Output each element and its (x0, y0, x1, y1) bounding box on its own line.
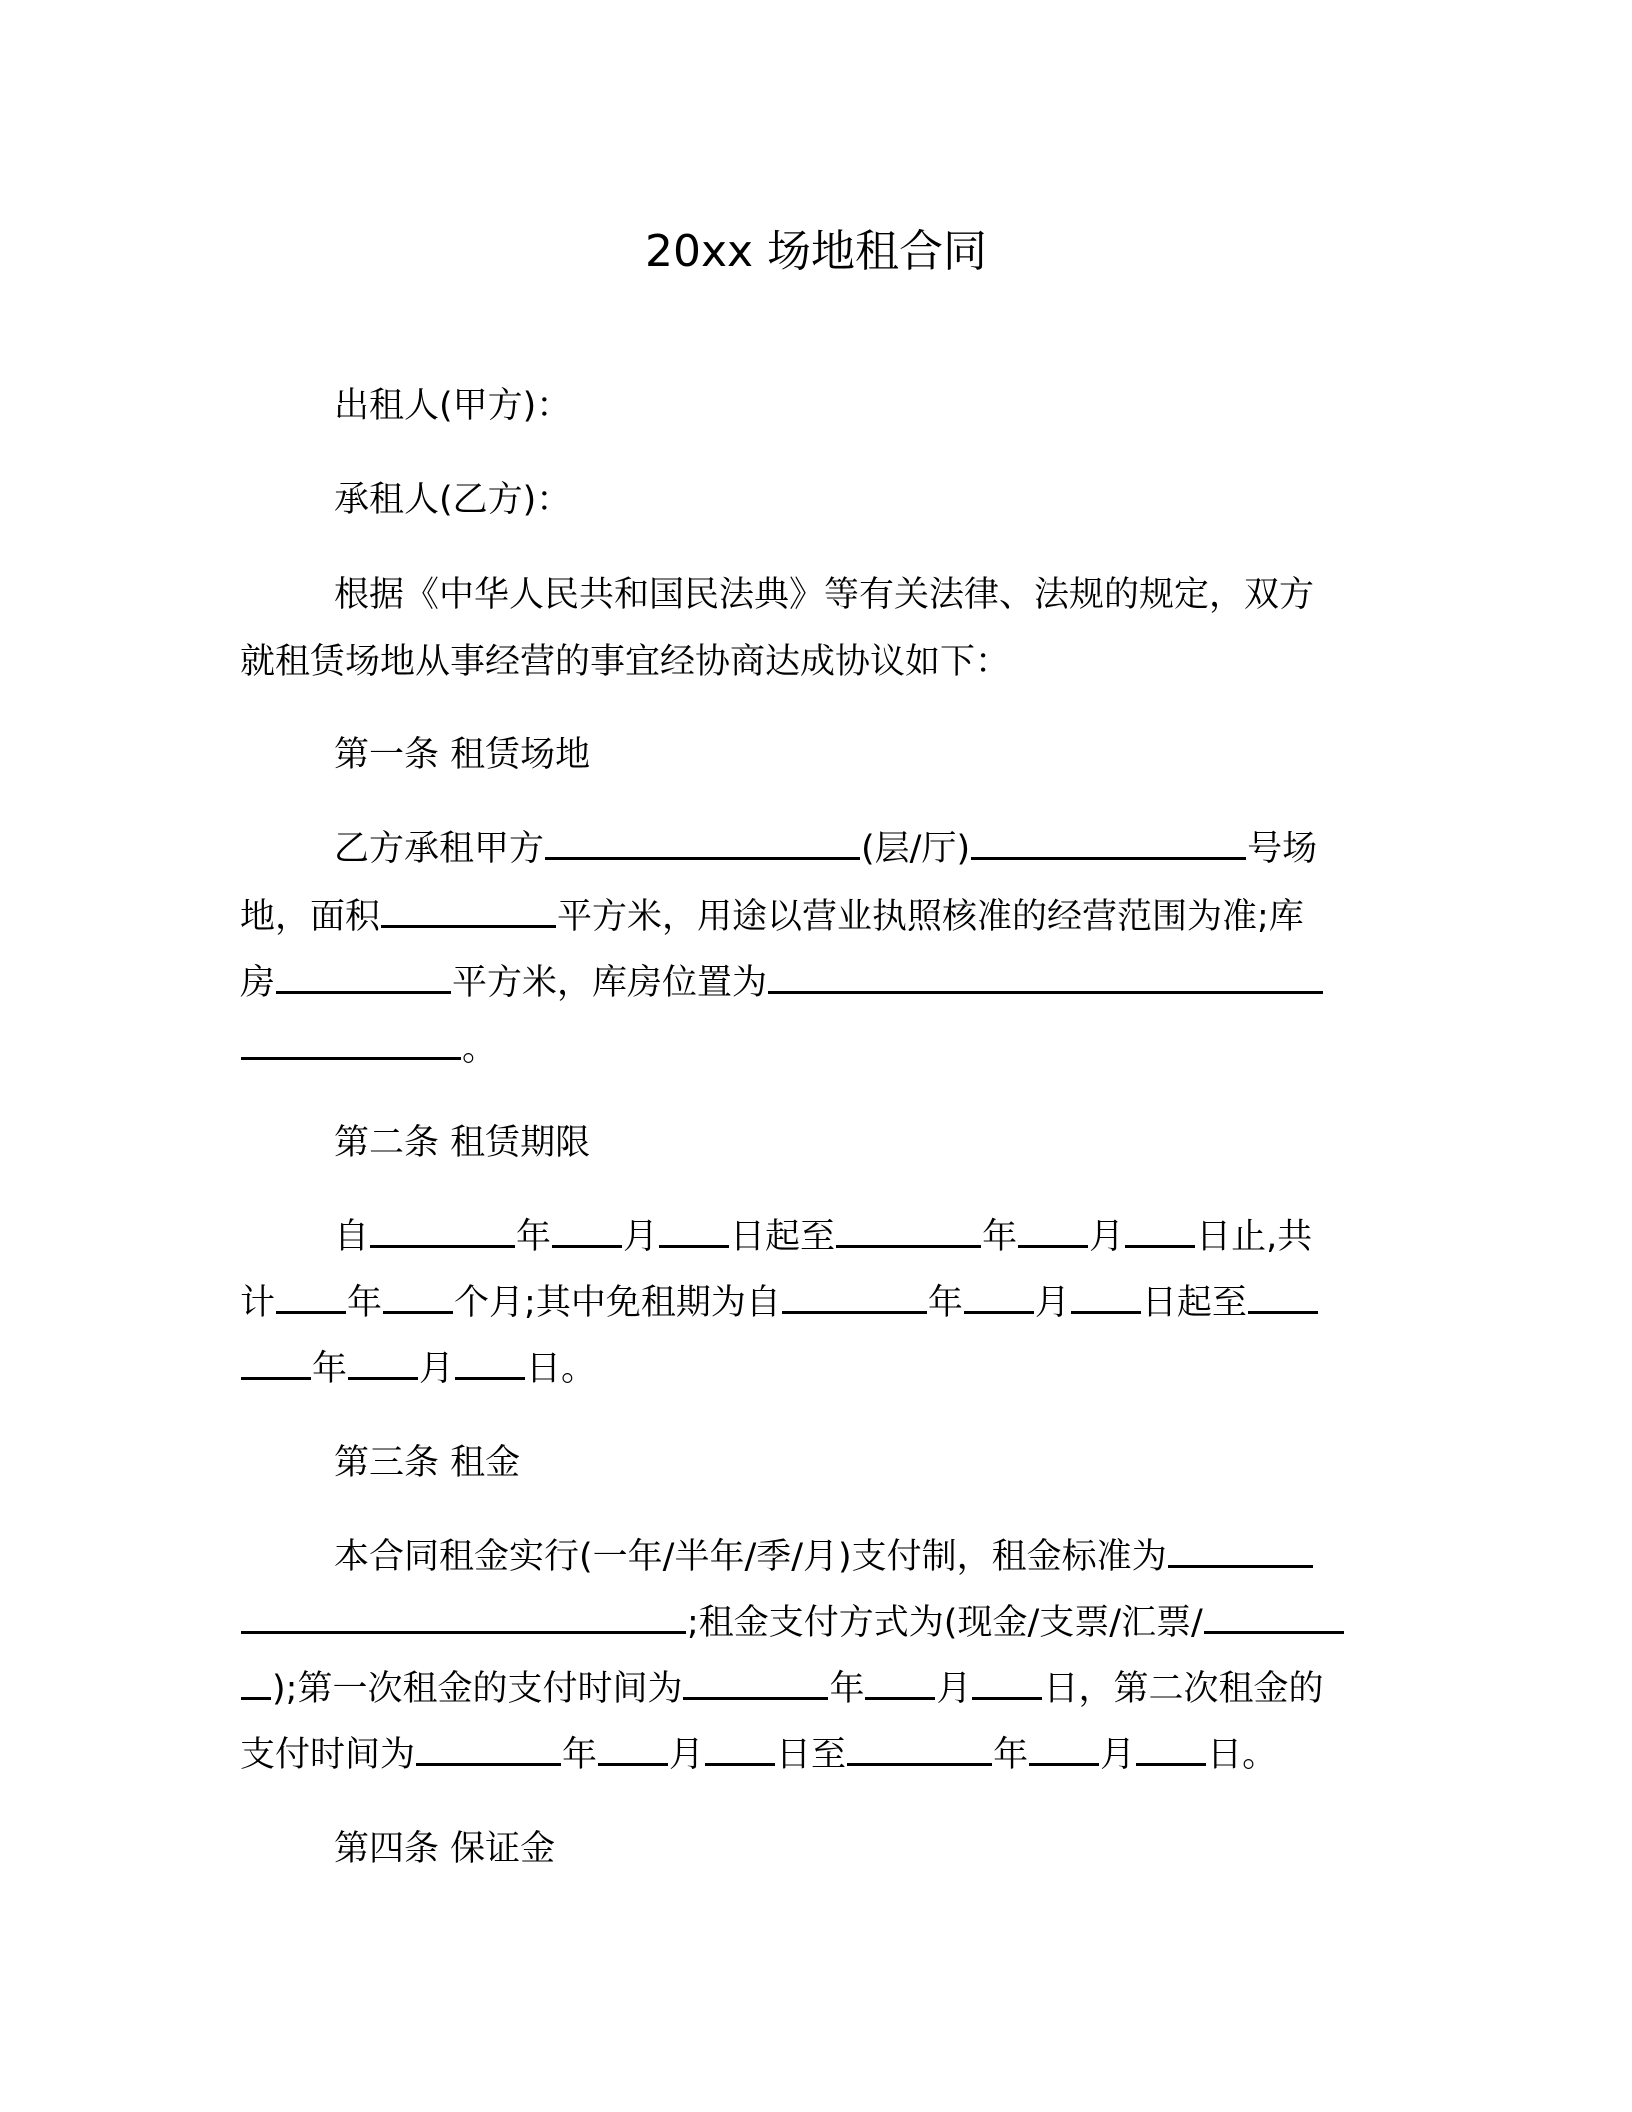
fill-blank-year[interactable] (683, 1667, 828, 1700)
fill-blank-year[interactable] (836, 1215, 981, 1248)
section-heading: 第四条 保证金 (334, 1829, 556, 1869)
clause-text: 年 (562, 1735, 598, 1775)
clause-text: 年 (982, 1217, 1018, 1257)
clause-text: 支付时间为 (240, 1735, 416, 1775)
fill-blank-day[interactable] (1136, 1733, 1206, 1766)
article-3-line-2 (240, 1599, 1390, 1647)
fill-blank-term-months[interactable] (383, 1281, 453, 1314)
article-3-line-3 (240, 1665, 1390, 1713)
clause-text: 。 (462, 1029, 498, 1069)
section-heading: 第二条 租赁期限 (334, 1123, 591, 1163)
fill-blank-year-cont[interactable] (241, 1347, 311, 1380)
fill-blank-storage-location[interactable] (768, 961, 1323, 994)
clause-text: 个月;其中免租期为自 (454, 1283, 781, 1323)
clause-text: 地，面积 (240, 897, 381, 937)
clause-text: 日至 (776, 1735, 847, 1775)
clause-text: 日。 (1207, 1735, 1278, 1775)
fill-blank-storage-area[interactable] (276, 961, 451, 994)
article-1-line-3 (240, 959, 1390, 1007)
lessee-label: 承租人(乙方)： (334, 480, 572, 520)
fill-blank-rent-standard[interactable] (1168, 1535, 1313, 1568)
clause-text: 日止,共 (1196, 1217, 1313, 1257)
article-2-heading (334, 1119, 1484, 1167)
clause-text: 计 (240, 1283, 276, 1323)
fill-blank-month[interactable] (865, 1667, 935, 1700)
article-1-line-1 (334, 825, 1484, 873)
article-3-heading (334, 1439, 1484, 1487)
fill-blank-year[interactable] (782, 1281, 927, 1314)
fill-blank-day[interactable] (659, 1215, 729, 1248)
article-1-line-2 (240, 893, 1390, 941)
clause-text: 年 (829, 1669, 865, 1709)
clause-text: 月 (419, 1349, 455, 1389)
intro-text: 根据《中华人民共和国民法典》等有关法律、法规的规定，双方 (334, 575, 1315, 615)
fill-blank-hall[interactable] (971, 827, 1246, 860)
document-title: 20xx 场地租合同 (644, 226, 988, 277)
fill-blank-day[interactable] (455, 1347, 525, 1380)
fill-blank-year[interactable] (370, 1215, 515, 1248)
fill-blank-month[interactable] (348, 1347, 418, 1380)
fill-blank-day[interactable] (705, 1733, 775, 1766)
fill-blank-storage-location-cont[interactable] (241, 1027, 461, 1060)
fill-blank-day[interactable] (1071, 1281, 1141, 1314)
fill-blank-floor[interactable] (545, 827, 860, 860)
fill-blank-term-years[interactable] (276, 1281, 346, 1314)
fill-blank-month[interactable] (1029, 1733, 1099, 1766)
clause-text: 年 (347, 1283, 383, 1323)
fill-blank-year[interactable] (847, 1733, 992, 1766)
clause-text: 号场 (1247, 829, 1318, 869)
fill-blank-day[interactable] (1125, 1215, 1195, 1248)
fill-blank-month[interactable] (964, 1281, 1034, 1314)
clause-text: 月 (936, 1669, 972, 1709)
clause-text: 平方米，用途以营业执照核准的经营范围为准;库 (557, 897, 1304, 937)
intro-line-1 (334, 571, 1484, 619)
clause-text: 月 (669, 1735, 705, 1775)
clause-text: 日，第二次租金的 (1043, 1669, 1324, 1709)
article-2-line-3 (240, 1345, 1390, 1393)
clause-text: 年 (312, 1349, 348, 1389)
clause-text: );第一次租金的支付时间为 (272, 1669, 683, 1709)
clause-text: 日起至 (1141, 1283, 1247, 1323)
clause-text: 月 (1100, 1735, 1136, 1775)
article-2-line-1 (334, 1213, 1484, 1261)
clause-text: 年 (993, 1735, 1029, 1775)
clause-text: 自 (334, 1217, 370, 1257)
lessor-line (334, 382, 1484, 430)
section-heading: 第一条 租赁场地 (334, 735, 591, 775)
clause-text: 平方米，库房位置为 (452, 963, 768, 1003)
section-heading: 第三条 租金 (334, 1443, 521, 1483)
intro-line-2 (240, 638, 1390, 686)
clause-text: 月 (623, 1217, 659, 1257)
clause-text: 乙方承租甲方 (334, 829, 545, 869)
fill-blank-year[interactable] (416, 1733, 561, 1766)
lessee-line (334, 476, 1484, 524)
clause-text: 年 (927, 1283, 963, 1323)
article-3-line-4 (240, 1731, 1390, 1779)
clause-text: 年 (516, 1217, 552, 1257)
article-4-heading (334, 1825, 1484, 1873)
fill-blank-month[interactable] (552, 1215, 622, 1248)
article-1-line-4 (240, 1025, 1390, 1073)
clause-text: 日。 (526, 1349, 597, 1389)
fill-blank-month[interactable] (598, 1733, 668, 1766)
lessor-label: 出租人(甲方)： (334, 386, 572, 426)
clause-text: 月 (1034, 1283, 1070, 1323)
clause-text: 本合同租金实行(一年/半年/季/月)支付制，租金标准为 (334, 1537, 1167, 1577)
fill-blank-day[interactable] (972, 1667, 1042, 1700)
intro-text: 就租赁场地从事经营的事宜经协商达成协议如下： (240, 642, 1011, 682)
article-1-heading (334, 731, 1484, 779)
clause-text: 房 (240, 963, 276, 1003)
fill-blank-payment-method-cont[interactable] (241, 1667, 271, 1700)
fill-blank-payment-method[interactable] (1204, 1601, 1344, 1634)
fill-blank-year[interactable] (1248, 1281, 1318, 1314)
fill-blank-rent-standard-cont[interactable] (241, 1601, 686, 1634)
fill-blank-area[interactable] (381, 895, 556, 928)
article-2-line-2 (240, 1279, 1390, 1327)
clause-text: 月 (1089, 1217, 1125, 1257)
clause-text: ;租金支付方式为(现金/支票/汇票/ (687, 1603, 1203, 1643)
fill-blank-month[interactable] (1018, 1215, 1088, 1248)
article-3-line-1 (334, 1533, 1484, 1581)
clause-text: (层/厅) (861, 829, 971, 869)
clause-text: 日起至 (730, 1217, 836, 1257)
